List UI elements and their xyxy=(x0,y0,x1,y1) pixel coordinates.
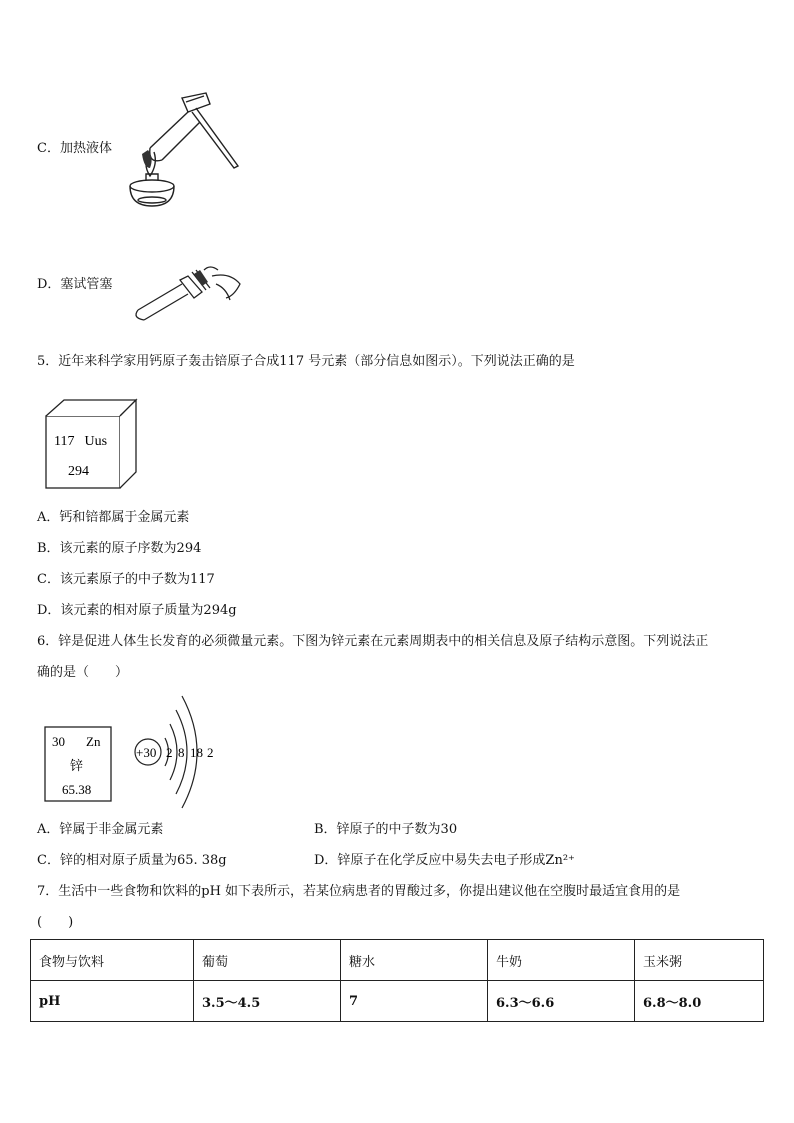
header-cell: 食物与饮料 xyxy=(31,940,194,981)
q5-option-c: C．该元素原子的中子数为117 xyxy=(37,572,215,587)
uus-mass: 294 xyxy=(68,464,89,479)
q5-option-a: A．钙和锫都属于金属元素 xyxy=(37,510,190,525)
q6-option-a: A．锌属于非金属元素 xyxy=(37,822,164,837)
uus-element-cube xyxy=(44,398,140,490)
zn-symbol: Zn xyxy=(86,734,101,749)
shell-2-electrons: 8 xyxy=(178,745,185,760)
header-cell: 玉米粥 xyxy=(635,940,764,981)
option-c-label: C．加热液体 xyxy=(37,141,112,156)
value-cell: 3.5～4.5 xyxy=(194,981,341,1022)
row-label-cell: pH xyxy=(31,981,194,1022)
header-cell: 糖水 xyxy=(341,940,488,981)
value-cell: 7 xyxy=(341,981,488,1022)
ph-table-value-row xyxy=(31,981,764,1022)
q6-option-b: B．锌原子的中子数为30 xyxy=(314,822,458,837)
q5-option-b: B．该元素的原子序数为294 xyxy=(37,541,202,556)
option-d-label: D．塞试管塞 xyxy=(37,277,113,292)
q6-stem-line1: 6．锌是促进人体生长发育的必须微量元素。下图为锌元素在元素周期表中的相关信息及原子结构示意图。下列说法正 xyxy=(37,634,709,649)
header-cell: 牛奶 xyxy=(488,940,635,981)
q5-option-d: D．该元素的相对原子质量为294g xyxy=(37,603,237,618)
ph-table xyxy=(30,939,764,1022)
zn-atom-structure xyxy=(128,690,228,810)
plugging-test-tube-illustration xyxy=(130,262,248,322)
zn-mass: 65.38 xyxy=(62,782,92,797)
ph-table-header-row xyxy=(31,940,764,981)
nucleus-charge: +30 xyxy=(136,745,157,760)
shell-4-electrons: 2 xyxy=(207,745,214,760)
q6-option-d: D．锌原子在化学反应中易失去电子形成Zn²⁺ xyxy=(314,853,575,868)
zn-element-box xyxy=(44,726,114,804)
zn-name: 锌 xyxy=(70,758,84,773)
q7-stem-line1: 7．生活中一些食物和饮料的pH 如下表所示，若某位病患者的胃酸过多，你提出建议他在空腹时最适宜食用的是 xyxy=(37,884,681,899)
header-cell: 葡萄 xyxy=(194,940,341,981)
value-cell: 6.3～6.6 xyxy=(488,981,635,1022)
q7-stem-line2: ( ) xyxy=(37,915,74,930)
value-cell: 6.8～8.0 xyxy=(635,981,764,1022)
q6-stem-line2: 确的是（ ） xyxy=(37,665,129,680)
q6-option-c: C．锌的相对原子质量为65. 38g xyxy=(37,853,227,868)
q5-stem: 5．近年来科学家用钙原子轰击锫原子合成117 号元素（部分信息如图示）。下列说法正确的是 xyxy=(37,354,575,369)
shell-1-electrons: 2 xyxy=(166,745,173,760)
uus-number-symbol: 117 Uus xyxy=(54,434,108,449)
heating-liquid-illustration xyxy=(120,88,245,213)
shell-3-electrons: 18 xyxy=(190,745,203,760)
zn-number: 30 xyxy=(52,734,65,749)
